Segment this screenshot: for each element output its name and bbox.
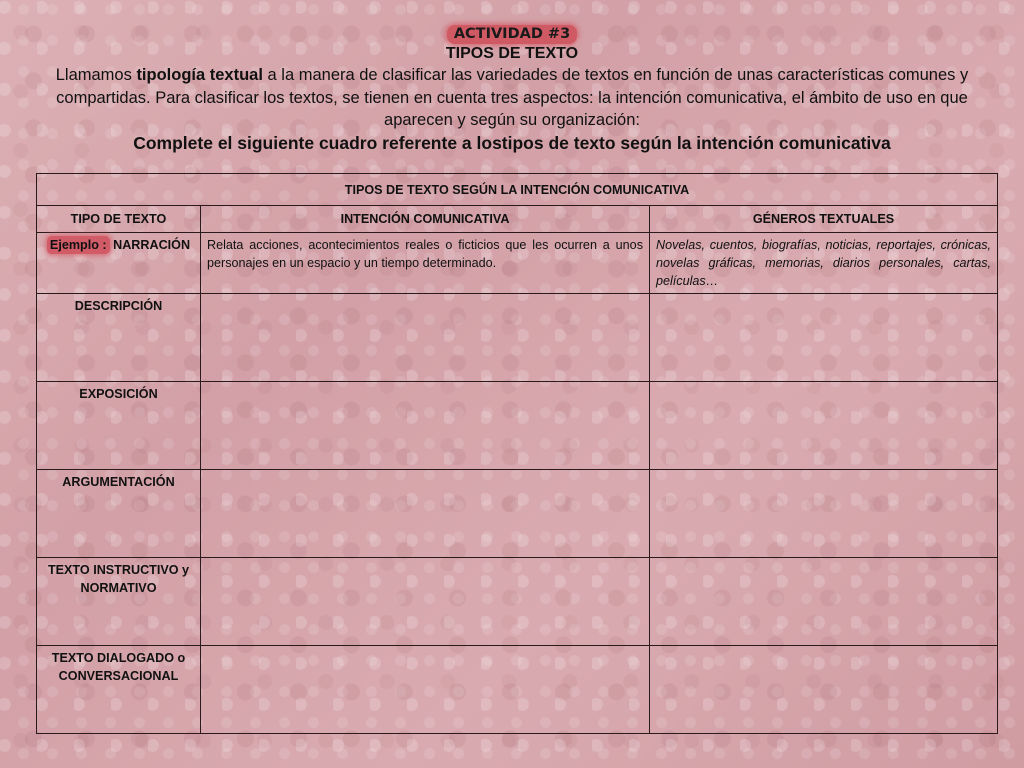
example-type: NARRACIÓN (113, 238, 191, 252)
text-types-table (36, 173, 998, 734)
example-intention: Relata acciones, acontecimientos reales o ficticios que les ocurren a unos personajes en un espacio y un tiempo determinado. (201, 233, 650, 294)
instruction-text: Complete el siguiente cuadro referente a lostipos de texto según la intención comunicativa (133, 132, 891, 153)
table-row (37, 470, 998, 558)
intention-answer-cell[interactable] (201, 558, 650, 646)
intro-bold-term: tipología textual (136, 66, 263, 84)
intention-answer-cell[interactable] (201, 294, 650, 382)
column-header-type: TIPO DE TEXTO (37, 206, 201, 233)
row-type-label: ARGUMENTACIÓN (37, 470, 201, 558)
page-header (30, 25, 994, 154)
genres-answer-cell[interactable] (650, 646, 998, 734)
intention-answer-cell[interactable] (201, 646, 650, 734)
genres-answer-cell[interactable] (650, 558, 998, 646)
activity-badge: ACTIVIDAD #3 (447, 25, 577, 44)
intention-answer-cell[interactable] (201, 470, 650, 558)
table-row (37, 646, 998, 734)
table-caption: TIPOS DE TEXTO SEGÚN LA INTENCIÓN COMUNICATIVA (37, 174, 998, 206)
example-genres: Novelas, cuentos, biografías, noticias, reportajes, crónicas, novelas gráficas, memorias, diarios personales, cartas, películas… (650, 233, 998, 294)
column-header-intention: INTENCIÓN COMUNICATIVA (201, 206, 650, 233)
table-caption-row (37, 174, 998, 206)
genres-answer-cell[interactable] (650, 470, 998, 558)
row-type-label: TEXTO DIALOGADO o CONVERSACIONAL (37, 646, 201, 734)
intro-text-end: a la manera de clasificar las variedades de textos en función de unas características comunes y compartidas. Para clasificar los textos, se tienen en cuenta tres aspectos: la intención comunicativa, el ámbito de uso en que aparecen y según su organización: (56, 66, 969, 129)
table-row-example (37, 233, 998, 294)
intro-text-start: Llamamos (55, 66, 137, 84)
column-header-genres: GÉNEROS TEXTUALES (650, 206, 998, 233)
example-label: Ejemplo : (47, 236, 110, 254)
table-header-row (37, 206, 998, 233)
row-type-label: DESCRIPCIÓN (37, 294, 201, 382)
table-row (37, 382, 998, 470)
table-row (37, 558, 998, 646)
genres-answer-cell[interactable] (650, 382, 998, 470)
table-row (37, 294, 998, 382)
intention-answer-cell[interactable] (201, 382, 650, 470)
page-title: TIPOS DE TEXTO (445, 45, 579, 62)
genres-answer-cell[interactable] (650, 294, 998, 382)
row-type-label: TEXTO INSTRUCTIVO y NORMATIVO (37, 558, 201, 646)
row-type-label: EXPOSICIÓN (37, 382, 201, 470)
example-type-cell (37, 233, 201, 294)
intro-paragraph (30, 64, 994, 132)
